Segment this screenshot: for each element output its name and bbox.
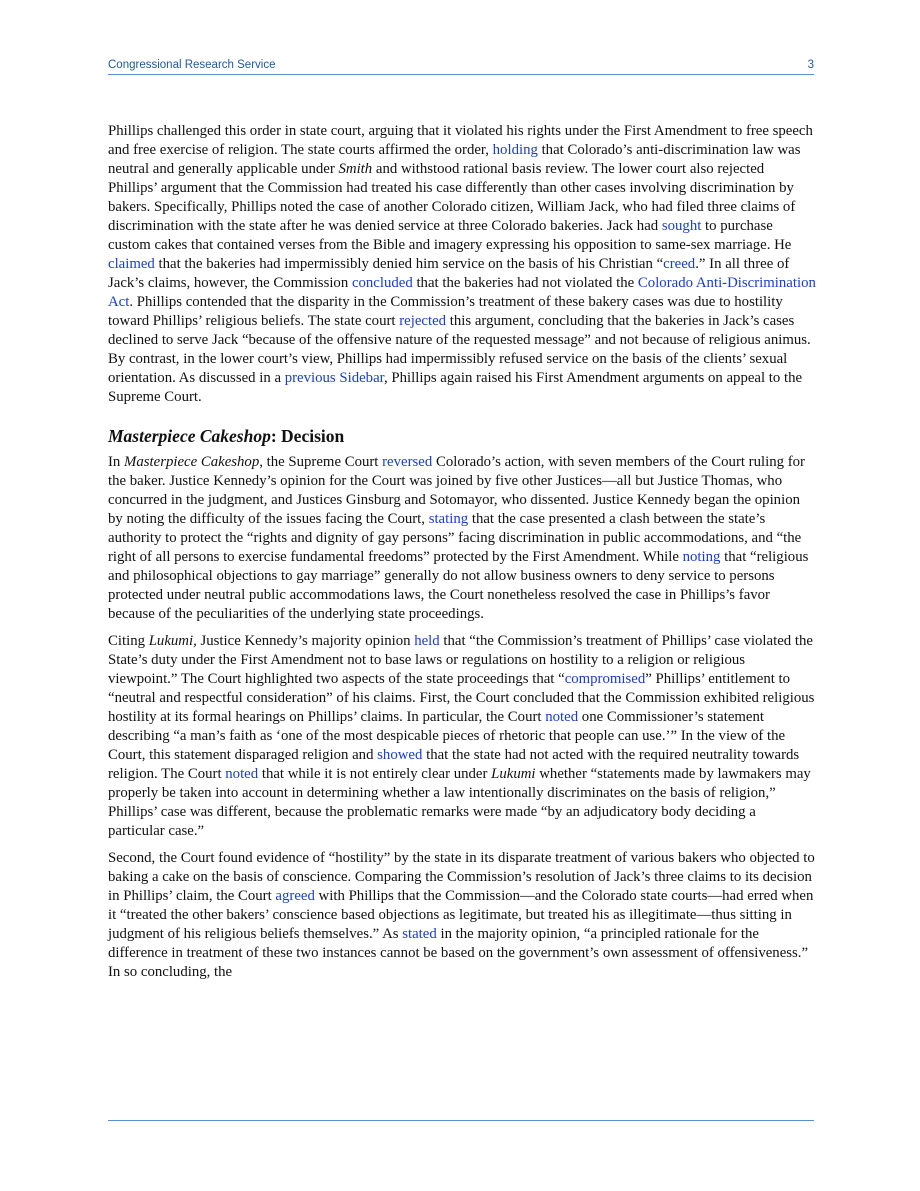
- link-noted-2[interactable]: noted: [225, 766, 259, 782]
- link-noted[interactable]: noted: [545, 709, 579, 725]
- link-stated[interactable]: stated: [402, 926, 437, 942]
- case-name: Lukumi: [491, 766, 536, 782]
- footer-rule: [108, 1120, 814, 1121]
- link-sought[interactable]: sought: [661, 218, 702, 234]
- link-previous-sidebar[interactable]: previous Sidebar: [284, 370, 384, 386]
- section-heading: Masterpiece Cakeshop: Decision: [108, 426, 345, 446]
- link-compromised[interactable]: compromised: [564, 671, 646, 687]
- link-reversed[interactable]: reversed: [382, 454, 433, 470]
- paragraph-4: Second, the Court found evidence of “hostility” by the state in its disparate treatment of various bakers who objected to baking a cake on the basis of conscience. Comparing the Commission’s resolution of Jack’s three claims to its decision in Phillips’ claim, the Court agreed with Phillips that the Commission—and the Colorado state courts—had erred when it “treated the other bakers’ conscience based objections as legitimate, but treated his as illegitimate—thus sitting in judgment of his religious beliefs themselves.” As stated in the majority opinion, “a principled rationale for the difference in treatment of these two instances cannot be based on the government’s own assessment of offensiveness.” In so concluding, the: [108, 850, 815, 980]
- page-number: 3: [807, 59, 814, 71]
- case-name: Smith: [338, 161, 373, 177]
- link-concluded[interactable]: concluded: [351, 275, 413, 291]
- document-body: [108, 122, 816, 990]
- link-creed[interactable]: creed: [663, 256, 696, 272]
- case-name: Lukumi,: [148, 633, 197, 649]
- paragraph-2: In Masterpiece Cakeshop, the Supreme Court reversed Colorado’s action, with seven members of the Court ruling for the baker. Justice Kennedy’s opinion for the Court was joined by five other Justices—all but Justice Thomas, who concurred in the judgment, and Justices Ginsburg and Sotomayor, who dissented. Justice Kennedy began the opinion by noting the difficulty of the issues facing the Court, stating that the case presented a clash between the state’s authority to protect the “rights and dignity of gay persons” facing discrimination in public accommodations, and “the right of all persons to exercise fundamental freedoms” protected by the First Amendment. While noting that “religious and philosophical objections to gay marriage” generally do not allow business owners to deny service to persons protected under neutral public accommodations laws, the Court nonetheless resolved the case in Phillips’s favor because of the peculiarities of the underlying state proceedings.: [108, 454, 809, 622]
- link-stating[interactable]: stating: [428, 511, 469, 527]
- header-rule: [108, 74, 814, 75]
- link-rejected[interactable]: rejected: [399, 313, 447, 329]
- page-header: [108, 57, 814, 75]
- link-agreed[interactable]: agreed: [275, 888, 315, 904]
- link-noting[interactable]: noting: [682, 549, 721, 565]
- paragraph-1: Phillips challenged this order in state court, arguing that it violated his rights under the First Amendment to free speech and free exercise of religion. The state courts affirmed the order, holding that Colorado’s anti-discrimination law was neutral and generally applicable under Smith and withstood rational basis review. The lower court also rejected Phillips’ argument that the Commission had treated his case differently than other cases involving discrimination by bakers. Specifically, Phillips noted the case of another Colorado citizen, William Jack, who had filed three claims of discrimination with the state after he was denied service at three Colorado bakeries. Jack had sought to purchase custom cakes that contained verses from the Bible and imagery expressing his opposition to same-sex marriage. He claimed that the bakeries had impermissibly denied him service on the basis of his Christian “creed.” In all three of Jack’s claims, however, the Commission concluded that the bakeries had not violated the Colorado Anti-Discrimination Act. Phillips contended that the disparity in the Commission’s treatment of these bakery cases was due to hostility toward Phillips’ religious beliefs. The state court rejected this argument, concluding that the bakeries in Jack’s cases declined to serve Jack “because of the offensive nature of the requested message” and not because of religious animus. By contrast, in the lower court’s view, Phillips had impermissibly refused service on the basis of the clients’ sexual orientation. As discussed in a previous Sidebar, Phillips again raised his First Amendment arguments on appeal to the Supreme Court.: [108, 123, 816, 405]
- link-claimed[interactable]: claimed: [108, 256, 155, 272]
- paragraph-3: Citing Lukumi, Justice Kennedy’s majority opinion held that “the Commission’s treatment of Phillips’ case violated the State’s duty under the First Amendment not to base laws or regulations on hostility to a religion or religious viewpoint.” The Court highlighted two aspects of the state proceedings that “compromised” Phillips’ entitlement to “neutral and respectful consideration” of his claims. First, the Court concluded that the Commission exhibited religious hostility at its formal hearings on Phillips’ claims. In particular, the Court noted one Commissioner’s statement describing “a man’s faith as ‘one of the most despicable pieces of rhetoric that people can use.’” In the view of the Court, this statement disparaged religion and showed that the state had not acted with the required neutrality towards religion. The Court noted that while it is not entirely clear under Lukumi whether “statements made by lawmakers may properly be taken into account in determining whether a law intentionally discriminates on the basis of religion,” Phillips’ case was different, because the problematic remarks were made “by an adjudicatory body deciding a particular case.”: [108, 633, 815, 839]
- link-holding[interactable]: holding: [492, 142, 538, 158]
- header-source: Congressional Research Service: [108, 59, 276, 71]
- link-showed[interactable]: showed: [377, 747, 423, 763]
- link-held[interactable]: held: [414, 633, 440, 649]
- case-name: Masterpiece Cakeshop: [124, 454, 260, 470]
- link-colorado-anti-discrimination-act[interactable]: Colorado Anti-Discrimination Act: [108, 275, 816, 310]
